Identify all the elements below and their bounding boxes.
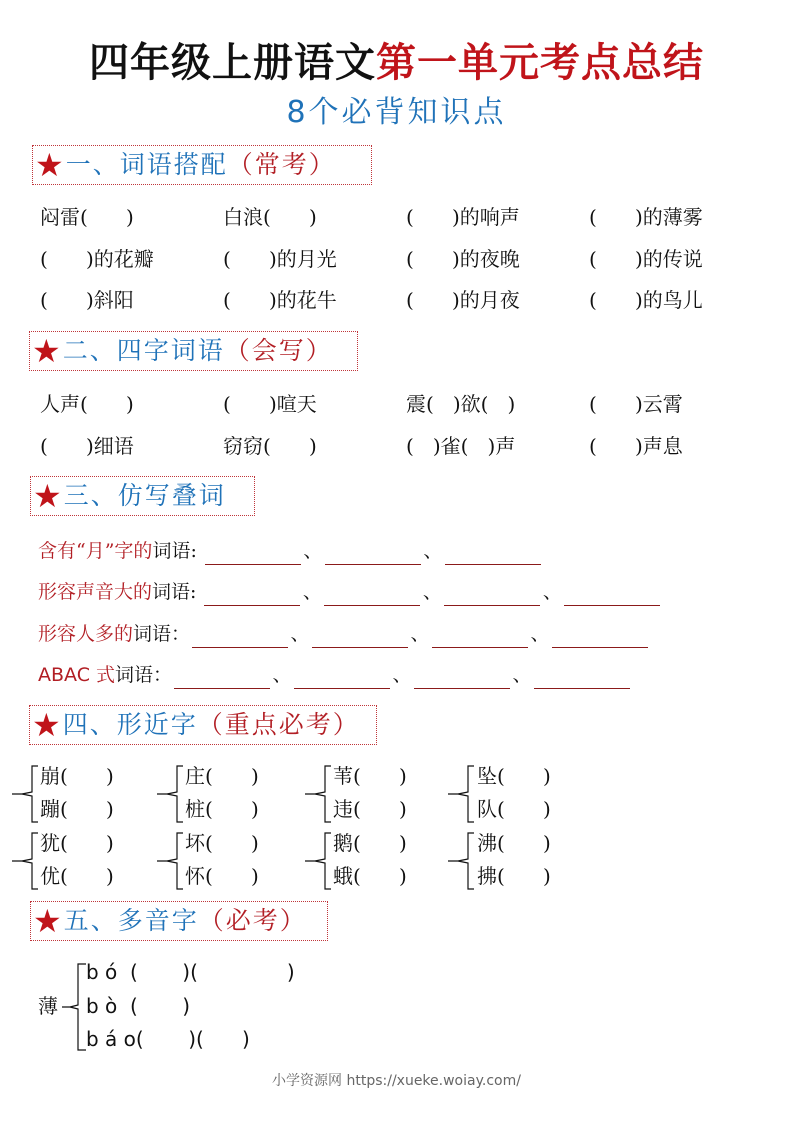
brace-icon (12, 831, 42, 891)
star-icon: ★ (33, 902, 62, 940)
answer-blank[interactable] (174, 668, 270, 689)
char-item: 沸( ) (477, 831, 551, 855)
brace-icon (448, 831, 478, 891)
idiom-blank: ( )喧天 (223, 392, 317, 416)
word-pair: ( )斜阳 (40, 288, 134, 312)
word-pair: ( )的月夜 (406, 288, 520, 312)
fill-row-abac: ABAC 式 词语： 、 、 、 (38, 661, 632, 689)
char-item: 蛾( ) (333, 864, 407, 888)
section-4-heading: ★ 四、形近字 （重点必考） (29, 705, 377, 745)
answer-blank[interactable] (312, 627, 408, 648)
char-item: 庄( ) (185, 764, 259, 788)
title-grade: 四年级上册语文 (89, 40, 376, 86)
char-item: 鹅( ) (333, 831, 407, 855)
brace-icon (448, 764, 478, 824)
char-item: 桩( ) (185, 797, 259, 821)
char-item: 违( ) (333, 797, 407, 821)
char-item: 坠( ) (477, 764, 551, 788)
char-item: 崩( ) (40, 764, 114, 788)
char-item: 坏( ) (185, 831, 259, 855)
section-5-heading: ★ 五、多音字 （必考） (30, 901, 328, 941)
star-icon: ★ (32, 332, 61, 370)
idiom-blank: ( )云霄 (589, 392, 683, 416)
answer-blank[interactable] (192, 627, 288, 648)
fill-row-crowd: 形容人多的 词语： 、 、 、 (38, 620, 650, 648)
word-pair: ( )的花瓣 (40, 247, 154, 271)
word-pair: ( )的月光 (223, 247, 337, 271)
word-pair: ( )的薄雾 (589, 205, 703, 229)
answer-blank[interactable] (205, 544, 301, 565)
char-item: 犹( ) (40, 831, 114, 855)
word-pair: 闷雷( ) (40, 205, 134, 229)
answer-blank[interactable] (294, 668, 390, 689)
reading-line: b á o( )( ) (86, 1027, 250, 1051)
brace-icon (305, 831, 335, 891)
char-item: 拂( ) (477, 864, 551, 888)
idiom-blank: 人声( ) (40, 392, 134, 416)
answer-blank[interactable] (414, 668, 510, 689)
char-item: 苇( ) (333, 764, 407, 788)
char-item: 队( ) (477, 797, 551, 821)
section-2-heading: ★ 二、四字词语 （会写） (29, 331, 358, 371)
idiom-blank: ( )细语 (40, 434, 134, 458)
brace-icon (12, 764, 42, 824)
answer-blank[interactable] (324, 585, 420, 606)
char-item: 优( ) (40, 864, 114, 888)
answer-blank[interactable] (534, 668, 630, 689)
brace-icon (157, 764, 187, 824)
polyphone-char: 薄 (38, 994, 58, 1018)
word-pair: ( )的鸟儿 (589, 288, 703, 312)
fill-row-moon: 含有“月”字的 词语: 、 、 (38, 537, 543, 565)
brace-icon (62, 962, 88, 1052)
section-3-heading: ★ 三、仿写叠词 (30, 476, 255, 516)
word-pair: ( )的响声 (406, 205, 520, 229)
star-icon: ★ (35, 146, 64, 184)
word-pair: ( )的花牛 (223, 288, 337, 312)
footer-watermark: 小学资源网 https://xueke.woiay.com/ (272, 1073, 521, 1089)
page-title (0, 36, 793, 90)
reading-line: b ò ( ) (86, 994, 191, 1018)
idiom-blank: 震( )欲( ) (406, 392, 516, 416)
star-icon: ★ (33, 477, 62, 515)
star-icon: ★ (32, 706, 61, 744)
word-pair: ( )的夜晚 (406, 247, 520, 271)
word-pair: 白浪( ) (223, 205, 317, 229)
char-item: 怀( ) (185, 864, 259, 888)
page-subtitle: 8个必背知识点 (286, 95, 507, 130)
idiom-blank: ( )声息 (589, 434, 683, 458)
brace-icon (157, 831, 187, 891)
section-1-heading: ★ 一、词语搭配 （常考） (32, 145, 372, 185)
answer-blank[interactable] (564, 585, 660, 606)
answer-blank[interactable] (445, 544, 541, 565)
brace-icon (305, 764, 335, 824)
char-item: 蹦( ) (40, 797, 114, 821)
answer-blank[interactable] (552, 627, 648, 648)
reading-line: b ó ( )( ) (86, 960, 295, 984)
answer-blank[interactable] (325, 544, 421, 565)
answer-blank[interactable] (204, 585, 300, 606)
fill-row-loud: 形容声音大的 词语: 、 、 、 (38, 578, 662, 606)
title-unit: 第一单元考点总结 (376, 40, 704, 86)
word-pair: ( )的传说 (589, 247, 703, 271)
answer-blank[interactable] (432, 627, 528, 648)
idiom-blank: 窃窃( ) (223, 434, 317, 458)
idiom-blank: ( )雀( )声 (406, 434, 516, 458)
answer-blank[interactable] (444, 585, 540, 606)
